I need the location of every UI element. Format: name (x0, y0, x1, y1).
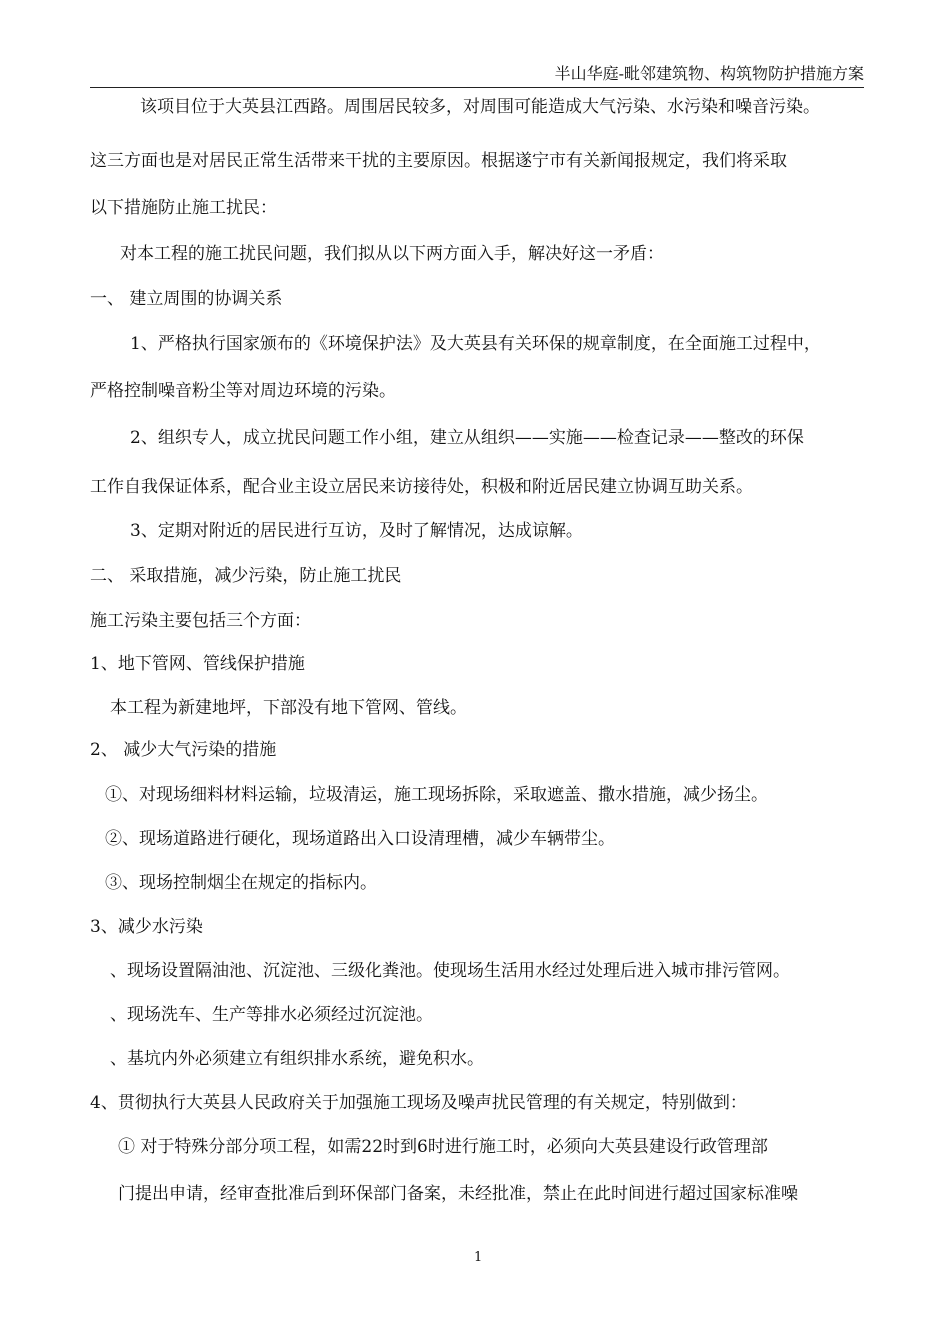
body-line-approach: 对本工程的施工扰民问题，我们拟从以下两方面入手，解决好这一矛盾： (120, 244, 664, 264)
section-heading-1: 一、 建立周围的协调关系 (90, 289, 283, 309)
list-item-1-1: 1、严格执行国家颁布的《环境保护法》及大英县有关环保的规章制度，在全面施工过程中， (130, 334, 821, 354)
body-line-intro-1: 该项目位于大英县江西路。周围居民较多，对周围可能造成大气污染、水污染和噪音污染。 (140, 97, 820, 117)
body-line-intro-3: 以下措施防止施工扰民： (90, 198, 277, 218)
subheading-1: 1、地下管网、管线保护措施 (90, 654, 305, 674)
body-line-pipes: 本工程为新建地坪，下部没有地下管网、管线。 (110, 698, 467, 718)
body-line-pollution: 施工污染主要包括三个方面： (90, 611, 311, 631)
list-item-1-2-cont: 工作自我保证体系，配合业主设立居民来访接待处，积极和附近居民建立协调互助关系。 (90, 477, 753, 497)
list-item-1-2: 2、组织专人，成立扰民问题工作小组，建立从组织——实施——检查记录——整改的环保 (130, 428, 804, 448)
list-item-3-1: 、现场设置隔油池、沉淀池、三级化粪池。使现场生活用水经过处理后进入城市排污管网。 (110, 961, 790, 981)
header-title: 半山华庭-毗邻建筑物、构筑物防护措施方案 (554, 64, 864, 83)
list-item-3-2: 、现场洗车、生产等排水必须经过沉淀池。 (110, 1005, 433, 1025)
list-item-3-3: 、基坑内外必须建立有组织排水系统，避免积水。 (110, 1049, 484, 1069)
list-item-2-3: ③、现场控制烟尘在规定的指标内。 (105, 873, 377, 893)
list-item-1-3: 3、定期对附近的居民进行互访，及时了解情况，达成谅解。 (130, 521, 583, 541)
page-number: 1 (474, 1250, 483, 1265)
list-item-4-1: ① 对于特殊分部分项工程，如需22时到6时进行施工时，必须向大英县建设行政管理部 (118, 1137, 768, 1157)
list-item-1-1-cont: 严格控制噪音粉尘等对周边环境的污染。 (90, 381, 396, 401)
body-line-intro-2: 这三方面也是对居民正常生活带来干扰的主要原因。根据遂宁市有关新闻报规定，我们将采取 (90, 151, 787, 171)
list-item-2-1: ①、对现场细料材料运输，垃圾清运，施工现场拆除，采取遮盖、撒水措施，减少扬尘。 (105, 785, 768, 805)
subheading-4: 4、贯彻执行大英县人民政府关于加强施工现场及噪声扰民管理的有关规定，特别做到： (90, 1093, 747, 1113)
section-heading-2: 二、 采取措施，减少污染，防止施工扰民 (90, 566, 402, 586)
header-divider (90, 87, 864, 88)
subheading-3: 3、减少水污染 (90, 917, 203, 937)
subheading-2: 2、 减少大气污染的措施 (90, 740, 277, 760)
list-item-2-2: ②、现场道路进行硬化，现场道路出入口设清理槽，减少车辆带尘。 (105, 829, 615, 849)
list-item-4-1-cont: 门提出申请，经审查批准后到环保部门备案，未经批准，禁止在此时间进行超过国家标准噪 (118, 1184, 798, 1204)
